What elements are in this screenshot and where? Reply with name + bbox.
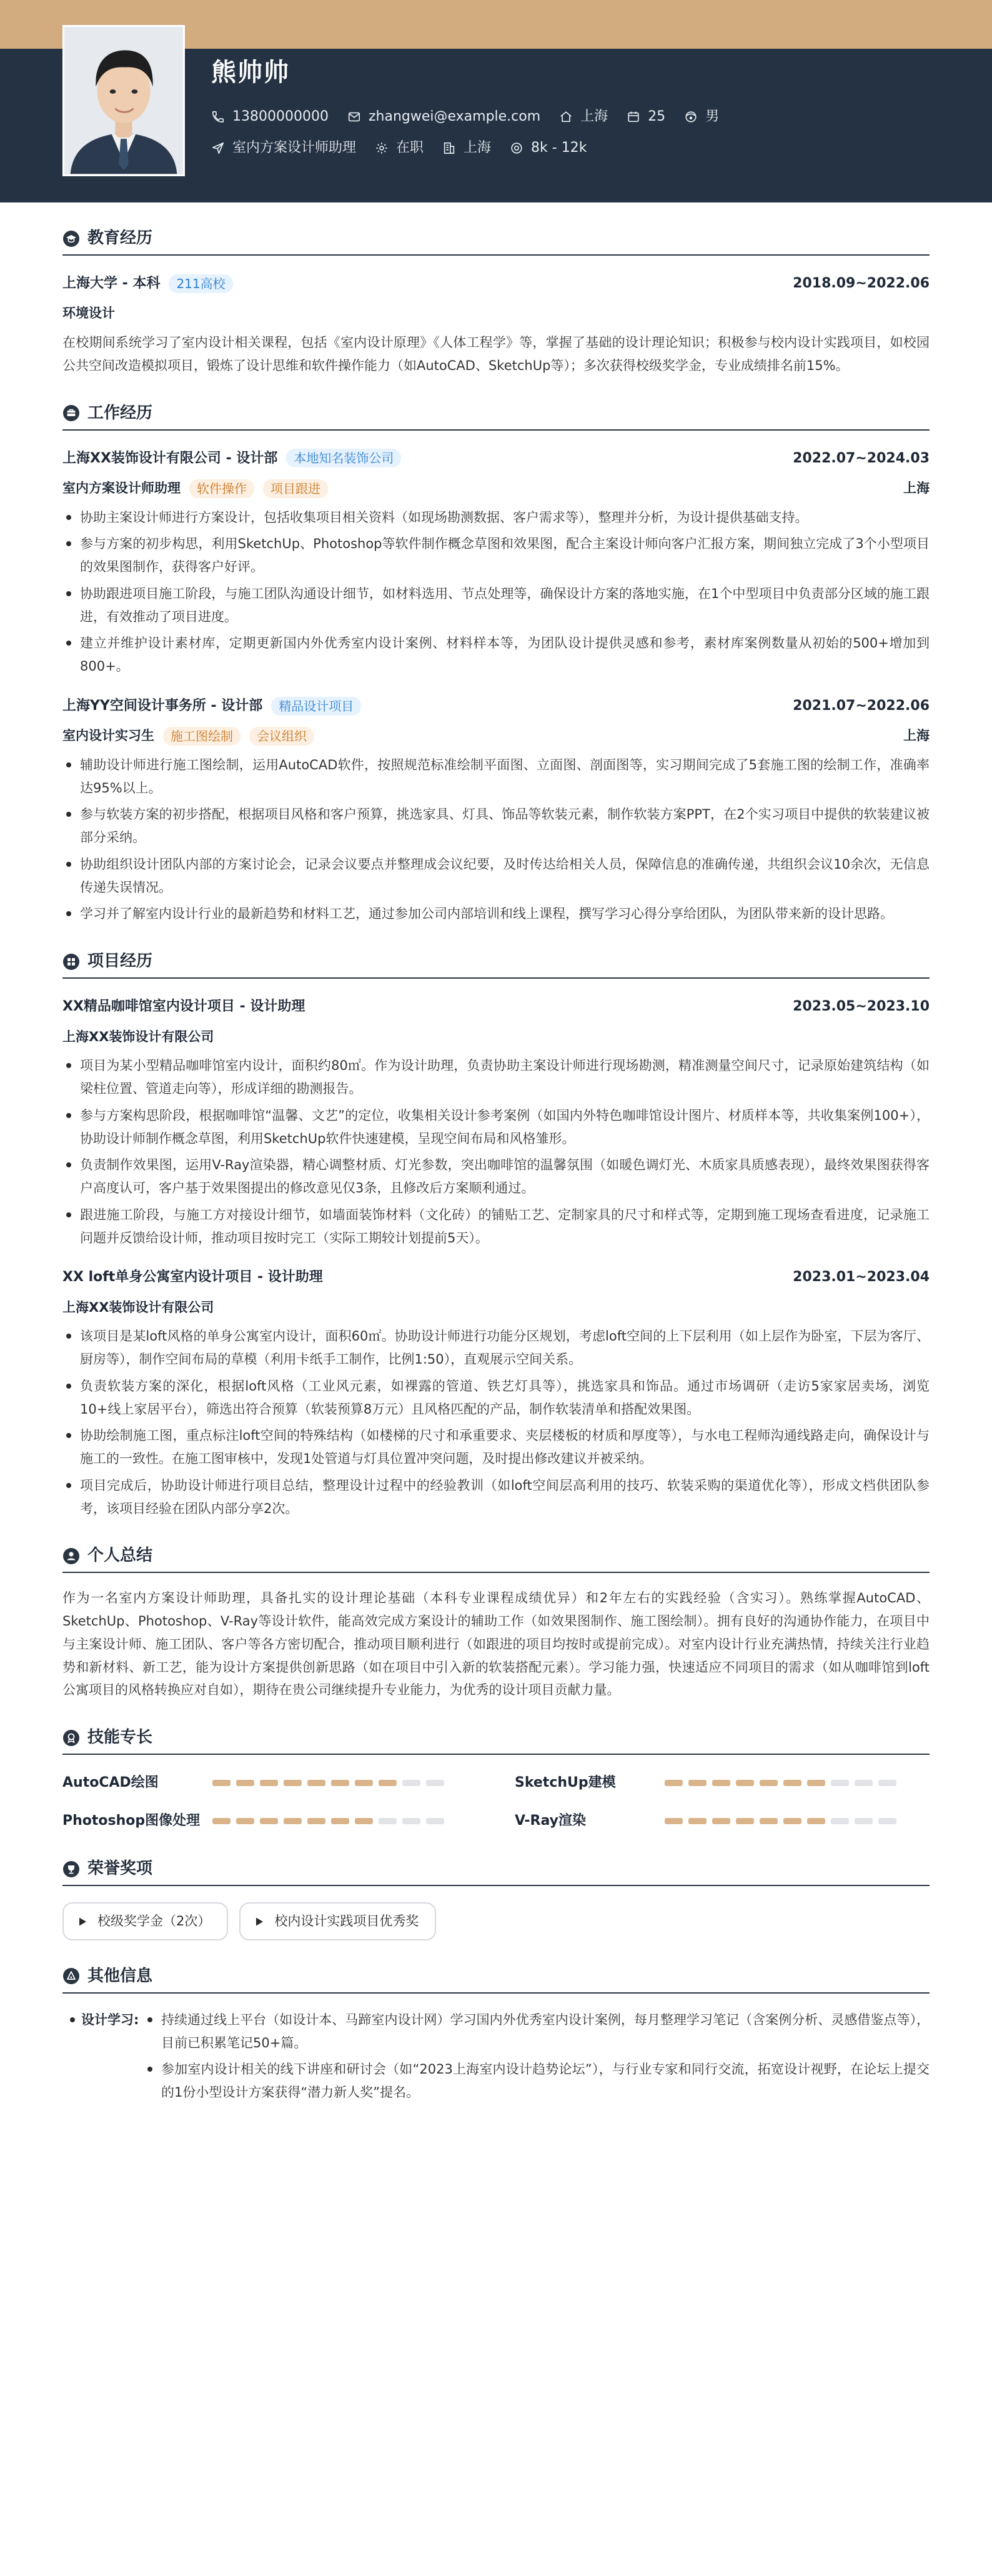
- skill-segment-filled: [355, 1818, 373, 1824]
- skills-section: [62, 1725, 930, 1833]
- position-tag: 项目跟进: [263, 479, 328, 498]
- skill-item: [515, 1809, 930, 1834]
- skill-segment-filled: [736, 1818, 754, 1824]
- list-item: 该项目是某loft风格的单身公寓室内设计，面积60㎡。协助设计师进行功能分区规划，考虑loft空间的上下层利用（如上层作为卧室，下层为客厅、厨房等），制作空间布局的草模（利用卡纸手工制作，比例1:50），直观展示空间关系。: [62, 1325, 930, 1371]
- skill-name: V-Ray渲染: [515, 1812, 587, 1829]
- candidate-name: 熊帅帅: [211, 58, 290, 87]
- summary-text: 作为一名室内方案设计师助理，具备扎实的设计理论基础（本科专业课程成绩优异）和2年左右的实践经验（含实习）。熟练掌握AutoCAD、SketchUp、Photoshop、V-Ray等设计软件，能高效完成方案设计的辅助工作（如效果图制作、施工图绘制）。拥有良好的沟通协作能力，在项目中与主案设计师、施工团队、客户等各方密切配合，推动项目顺利进行（如跟进的项目均按时或提前完成）。对室内设计行业充满热情，持续关注行业趋势和新材料、新工艺，能为设计方案提供创新思路（如在项目中引入新的软装搭配元素）。学习能力强，快速适应不同项目的需求（如从咖啡馆到loft公寓项目的风格转换应对自如），期待在贵公司继续提升专业能力，为优秀的设计项目贡献力量。: [62, 1590, 930, 1698]
- list-item: 参与方案的初步构思，利用SketchUp、Photoshop等软件制作概念草图和效果图，配合主案设计师向客户汇报方案，期间独立完成了3个小型项目的效果图制作，获得客户好评。: [62, 532, 930, 579]
- list-item: 参加室内设计相关的线下讲座和研讨会（如“2023上海室内设计趋势论坛”），与行业专家和同行交流，拓宽设计视野，在论坛上提交的1份小型设计方案获得“潜力新人奖”提名。: [144, 2058, 930, 2104]
- other-entry: [62, 2009, 930, 2108]
- age-value: 25: [648, 109, 666, 124]
- company-tag: 本地知名装饰公司: [286, 449, 401, 467]
- list-item: 协助绘制施工图，重点标注loft空间的特殊结构（如楼梯的尺寸和承重要求、夹层楼板的材质和厚度等），与水电工程师沟通线路走向，确保设计与施工的一致性。在施工图审核中，发现1处管道与灯具位置冲突问题，及时提出修改建议并被采纳。: [62, 1424, 930, 1470]
- user-icon: [62, 1547, 80, 1565]
- calendar-icon: [627, 110, 640, 124]
- skill-bar: [212, 1780, 450, 1786]
- list-item: 负责软装方案的深化，根据loft风格（工业风元素，如裸露的管道、铁艺灯具等），挑选家具和饰品。通过市场调研（走访5家家居卖场，浏览10+线上家居平台），筛选出符合预算（软装预算8万元）且风格匹配的产品，制作软装清单和搭配效果图。: [62, 1375, 930, 1421]
- phone-info: [211, 105, 329, 129]
- work-bullets: [62, 506, 930, 678]
- skill-segment-filled: [260, 1780, 278, 1786]
- gender-value: 男: [705, 109, 720, 124]
- gender-info: [684, 105, 719, 129]
- position-tag: 会议组织: [249, 727, 314, 746]
- work-location: 上海: [903, 480, 930, 496]
- salary-info: [510, 136, 587, 161]
- gender-icon: [684, 110, 698, 124]
- school-name: 上海大学 - 本科: [62, 276, 161, 291]
- email-value[interactable]: zhangwei@example.com: [368, 109, 541, 124]
- city-value: 上海: [580, 109, 608, 124]
- education-section: [62, 226, 930, 377]
- school-tag: 211高校: [169, 274, 232, 293]
- target-city-info: [442, 136, 491, 161]
- phone-icon: [211, 110, 225, 124]
- company-tag: 精品设计项目: [271, 697, 361, 716]
- project-company: 上海XX装饰设计有限公司: [62, 1029, 214, 1044]
- skill-item: [62, 1771, 477, 1795]
- phone-value: 13800000000: [232, 109, 329, 124]
- position-tag: 软件操作: [189, 479, 254, 498]
- work-entry: [62, 694, 930, 926]
- skill-segment-filled: [236, 1780, 254, 1786]
- skill-segment-filled: [807, 1780, 825, 1786]
- send-icon: [211, 141, 225, 155]
- skill-segment-empty: [426, 1780, 444, 1786]
- skill-segment-filled: [379, 1780, 397, 1786]
- education-title: [62, 226, 930, 256]
- skill-segment-empty: [831, 1818, 849, 1824]
- skill-name: SketchUp建模: [515, 1775, 616, 1791]
- contact-row: [211, 105, 738, 129]
- skill-segment-filled: [712, 1780, 730, 1786]
- skill-segment-empty: [878, 1780, 896, 1786]
- summary-title: [62, 1544, 930, 1573]
- project-entry: [62, 1266, 930, 1520]
- salary-value: 8k - 12k: [531, 140, 587, 156]
- major-text: 环境设计: [62, 306, 115, 321]
- list-item: 学习并了解室内设计行业的最新趋势和材料工艺，通过参加公司内部培训和线上课程，撰写学习心得分享给团队，为团队带来新的设计思路。: [62, 902, 930, 926]
- resume-body: [0, 226, 992, 2108]
- target-city-value: 上海: [464, 140, 492, 156]
- education-title-text: 教育经历: [87, 229, 153, 247]
- skill-segment-filled: [307, 1780, 325, 1786]
- skill-name: AutoCAD绘图: [62, 1775, 159, 1791]
- skill-name: Photoshop图像处理: [62, 1812, 201, 1829]
- mail-icon: [347, 110, 361, 124]
- project-title: [62, 949, 930, 979]
- education-desc: 在校期间系统学习了室内设计相关课程，包括《室内设计原理》《人体工程学》等，掌握了基础的设计理论知识；积极参与校内设计实践项目，如校园公共空间改造模拟项目，锻炼了设计思维和软件操作能力（如AutoCAD、SketchUp等）；多次获得校级奖学金，专业成绩排名前15%。: [62, 335, 930, 373]
- award-item: [62, 1902, 228, 1940]
- skill-bar: [212, 1818, 450, 1824]
- list-item: 建立并维护设计素材库，定期更新国内外优秀室内设计案例、材料样本等，为团队设计提供灵感和参考，素材库案例数量从初始的500+增加到800+。: [62, 632, 930, 678]
- education-entry: [62, 272, 930, 377]
- briefcase-icon: [62, 404, 80, 422]
- project-period: 2023.05~2023.10: [793, 999, 930, 1015]
- skill-segment-filled: [284, 1780, 302, 1786]
- work-entry: [62, 447, 930, 678]
- awards-title-text: 荣誉奖项: [87, 1859, 153, 1879]
- list-item: 协助组织设计团队内部的方案讨论会，记录会议要点并整理成会议纪要，及时传达给相关人员，保障信息的准确传递，共组织会议10余次，无信息传递失误情况。: [62, 853, 930, 899]
- other-title-text: 其他信息: [87, 1966, 153, 1985]
- project-company: 上海XX装饰设计有限公司: [62, 1299, 214, 1315]
- skill-segment-filled: [236, 1818, 254, 1824]
- skill-segment-filled: [760, 1818, 778, 1824]
- other-bullets: [144, 2009, 930, 2108]
- other-title: [62, 1964, 930, 1994]
- skill-segment-filled: [665, 1780, 683, 1786]
- list-item: 协助跟进项目施工阶段，与施工团队沟通设计细节，如材料选用、节点处理等，确保设计方案的落地实施，在1个中型项目中负责部分区域的施工跟进，有效推动了项目进度。: [62, 582, 930, 629]
- email-info: [347, 105, 540, 129]
- skill-segment-filled: [688, 1780, 707, 1786]
- skill-item: [515, 1771, 930, 1795]
- skill-segment-filled: [284, 1818, 302, 1824]
- skill-segment-filled: [665, 1818, 683, 1824]
- project-name: XX精品咖啡馆室内设计项目 - 设计助理: [62, 999, 305, 1015]
- skill-segment-empty: [831, 1780, 849, 1786]
- skill-bar: [665, 1780, 902, 1786]
- list-item: 负责制作效果图，运用V-Ray渲染器，精心调整材质、灯光参数，突出咖啡馆的温馨氛围（如暖色调灯光、木质家具质感表现），最终效果图获得客户高度认可，客户基于效果图提出的修改意见仅3条，且修改后方案顺利通过。: [62, 1154, 930, 1200]
- award-item: [239, 1902, 436, 1940]
- project-bullets: [62, 1325, 930, 1520]
- trophy-icon: [62, 1860, 80, 1878]
- skill-segment-empty: [379, 1818, 397, 1824]
- work-section: [62, 401, 930, 926]
- profile-header: [0, 49, 992, 202]
- project-company-row: [62, 1026, 930, 1049]
- skill-segment-filled: [807, 1818, 825, 1824]
- status-info: [375, 136, 424, 161]
- work-head: [62, 694, 930, 717]
- project-company-row: [62, 1297, 930, 1319]
- building-icon: [442, 141, 456, 155]
- skill-segment-filled: [212, 1780, 231, 1786]
- list-item: 参与软装方案的初步搭配，根据项目风格和客户预算，挑选家具、灯具、饰品等软装元素，制作软装方案PPT，在2个实习项目中提供的软装建议被部分采纳。: [62, 803, 930, 849]
- skill-segment-empty: [878, 1818, 896, 1824]
- skills-title-text: 技能专长: [87, 1728, 153, 1747]
- skills-grid: [62, 1771, 930, 1833]
- skill-segment-filled: [712, 1818, 730, 1824]
- project-name: XX loft单身公寓室内设计项目 - 设计助理: [62, 1269, 323, 1286]
- project-period: 2023.01~2023.04: [793, 1269, 930, 1286]
- skill-segment-filled: [355, 1780, 373, 1786]
- awards-list: [62, 1902, 930, 1940]
- award-text: 校内设计实践项目优秀奖: [274, 1914, 419, 1929]
- coin-icon: [510, 141, 523, 155]
- grid-icon: [62, 953, 80, 971]
- other-section: [62, 1964, 930, 2108]
- work-bullets: [62, 754, 930, 926]
- company-name: 上海YY空间设计事务所 - 设计部: [62, 697, 263, 714]
- skill-segment-filled: [331, 1818, 349, 1824]
- project-section: [62, 949, 930, 1520]
- skill-segment-empty: [855, 1818, 873, 1824]
- education-period: 2018.09~2022.06: [793, 276, 930, 291]
- skill-segment-filled: [331, 1780, 349, 1786]
- skill-segment-filled: [760, 1780, 778, 1786]
- skill-segment-filled: [307, 1818, 325, 1824]
- awards-section: [62, 1857, 930, 1940]
- skill-segment-empty: [855, 1780, 873, 1786]
- award-text: 校级奖学金（2次）: [97, 1914, 211, 1929]
- project-head: [62, 1266, 930, 1289]
- skill-segment-filled: [736, 1780, 754, 1786]
- skill-item: [62, 1809, 477, 1834]
- company-name: 上海XX装饰设计有限公司 - 设计部: [62, 450, 278, 466]
- work-position-row: [62, 477, 930, 500]
- summary-title-text: 个人总结: [87, 1546, 153, 1565]
- project-bullets: [62, 1054, 930, 1249]
- position-tag: 施工图绘制: [163, 727, 241, 746]
- work-title: [62, 401, 930, 431]
- project-head: [62, 995, 930, 1018]
- list-item: 跟进施工阶段，与施工方对接设计细节，如墙面装饰材料（文化砖）的铺贴工艺、定制家具的尺寸和样式等，定期到施工现场查看进度，记录施工问题并反馈给设计师，推动项目按时完工（实际工期较计划提前5天）。: [62, 1204, 930, 1250]
- major: [62, 302, 930, 325]
- education-head: [62, 272, 930, 295]
- work-location: 上海: [903, 728, 930, 744]
- work-head: [62, 447, 930, 470]
- work-title-text: 工作经历: [87, 403, 153, 422]
- work-position-row: [62, 725, 930, 747]
- position-name: 室内方案设计师助理: [62, 480, 181, 496]
- age-info: [627, 105, 665, 129]
- list-item: 协助主案设计师进行方案设计，包括收集项目相关资料（如现场勘测数据、客户需求等），整理并分析，为设计提供基础支持。: [62, 506, 930, 529]
- city-info: [559, 105, 608, 129]
- other-label: 设计学习:: [62, 2009, 144, 2108]
- info-icon: [62, 1967, 80, 1985]
- play-triangle-icon: [77, 1917, 87, 1927]
- skill-segment-empty: [402, 1818, 420, 1824]
- position-name: 室内设计实习生: [62, 728, 154, 744]
- home-icon: [559, 110, 573, 124]
- play-triangle-icon: [254, 1917, 264, 1927]
- skill-segment-empty: [402, 1780, 420, 1786]
- intention-row: [211, 136, 605, 161]
- work-period: 2022.07~2024.03: [793, 450, 930, 466]
- avatar: [62, 25, 185, 176]
- job-target-value: 室内方案设计师助理: [232, 140, 357, 156]
- list-item: 项目为某小型精品咖啡馆室内设计，面积约80㎡。作为设计助理，负责协助主案设计师进行现场勘测，精准测量空间尺寸，记录原始建筑结构（如梁柱位置、管道走向等），形成详细的勘测报告。: [62, 1054, 930, 1101]
- summary-section: [62, 1544, 930, 1702]
- skill-segment-filled: [688, 1818, 707, 1824]
- gear-icon: [375, 141, 389, 155]
- work-period: 2021.07~2022.06: [793, 697, 930, 714]
- skill-segment-filled: [212, 1818, 231, 1824]
- awards-title: [62, 1857, 930, 1886]
- badge-icon: [62, 1729, 80, 1747]
- skill-bar: [665, 1818, 902, 1824]
- list-item: 参与方案构思阶段，根据咖啡馆“温馨、文艺”的定位，收集相关设计参考案例（如国内外特色咖啡馆设计图片、材质样本等，共收集案例100+），协助设计师制作概念草图，利用SketchUp软件快速建模，呈现空间布局和风格雏形。: [62, 1104, 930, 1151]
- skill-segment-empty: [426, 1818, 444, 1824]
- list-item: 项目完成后，协助设计师进行项目总结，整理设计过程中的经验教训（如loft空间层高利用的技巧、软装采购的渠道优化等），形成文档供团队参考，该项目经验在团队内部分享2次。: [62, 1474, 930, 1520]
- skill-segment-filled: [783, 1780, 801, 1786]
- skills-title: [62, 1725, 930, 1755]
- status-value: 在职: [396, 140, 424, 156]
- job-target-info: [211, 136, 356, 161]
- project-title-text: 项目经历: [87, 952, 153, 971]
- skill-segment-filled: [260, 1818, 278, 1824]
- list-item: 辅助设计师进行施工图绘制，运用AutoCAD软件，按照规范标准绘制平面图、立面图、剖面图等，实习期间完成了5套施工图的绘制工作，准确率达95%以上。: [62, 754, 930, 800]
- project-entry: [62, 995, 930, 1249]
- graduation-cap-icon: [62, 230, 80, 247]
- skill-segment-filled: [783, 1818, 801, 1824]
- list-item: 持续通过线上平台（如设计本、马蹄室内设计网）学习国内外优秀室内设计案例，每月整理学习笔记（含案例分析、灵感借鉴点等），目前已积累笔记50+篇。: [144, 2009, 930, 2055]
